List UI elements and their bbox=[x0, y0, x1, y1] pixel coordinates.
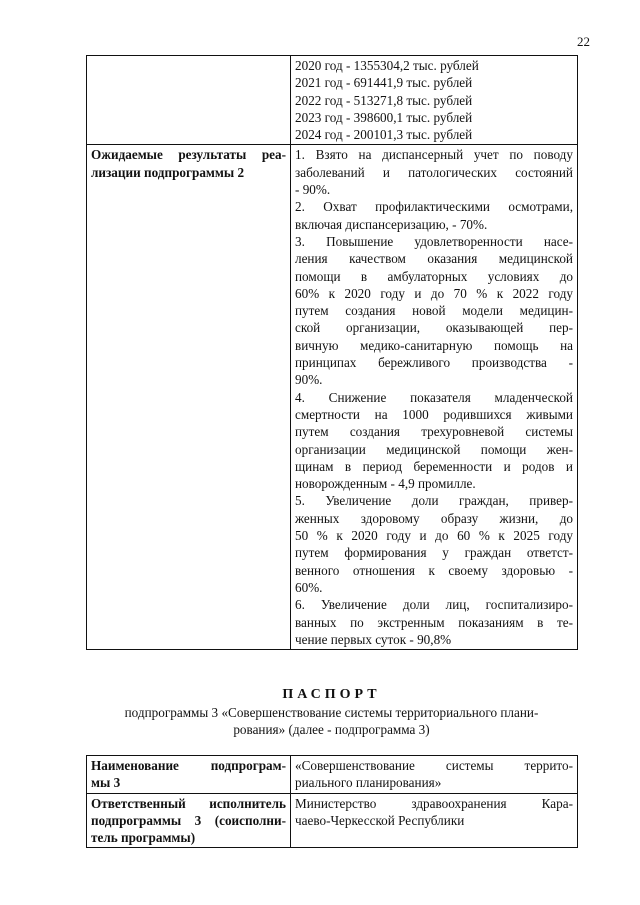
executor-label-line: тель программы) bbox=[91, 830, 196, 846]
results-line: 1. Взято на диспансерный учет по поводу bbox=[295, 147, 573, 163]
results-line: вичную медико-санитарную помощь на bbox=[295, 337, 573, 353]
passport-heading bbox=[86, 686, 577, 738]
results-line: щинам в период беременности и родов и bbox=[295, 458, 573, 474]
results-line: 3. Повышение удовлетворенности насе- bbox=[295, 233, 573, 249]
passport-table-subprogram-3 bbox=[86, 755, 578, 848]
passport-table-subprogram-2 bbox=[86, 55, 578, 650]
page-number: 22 bbox=[577, 34, 590, 49]
executor-value-cell bbox=[291, 793, 578, 848]
executor-label-line: Ответственный исполнитель bbox=[91, 795, 286, 811]
table-row-expected-results bbox=[87, 145, 578, 650]
table-row-funding bbox=[87, 56, 578, 145]
passport-title: ПАСПОРТ bbox=[282, 687, 381, 702]
results-label-line: Ожидаемые результаты реа- bbox=[91, 147, 286, 163]
name-label-line: мы 3 bbox=[91, 775, 121, 791]
results-line: 90%. bbox=[295, 372, 323, 388]
table-row-name bbox=[87, 756, 578, 794]
executor-value-line: Министерство здравоохранения Кара- bbox=[295, 795, 573, 811]
name-value-line: риального планирования» bbox=[295, 775, 442, 791]
results-line: ванных по экстренным показаниям в те- bbox=[295, 614, 573, 630]
passport-subtitle-line: рования» (далее - подпрограмма 3) bbox=[233, 722, 430, 737]
results-line: новорожденным - 4,9 промилле. bbox=[295, 476, 476, 492]
passport-subtitle-line: подпрограммы 3 «Совершенствование системы территориального плани- bbox=[124, 705, 539, 720]
results-line: путем создания трехуровневой системы bbox=[295, 424, 573, 440]
results-line: принципах бережливого производства - bbox=[295, 355, 573, 371]
executor-label-line: подпрограммы 3 (соисполни- bbox=[91, 812, 286, 828]
funding-line: 2021 год - 691441,9 тыс. рублей bbox=[295, 75, 473, 91]
funding-line: 2024 год - 200101,3 тыс. рублей bbox=[295, 127, 473, 143]
results-line: 60%. bbox=[295, 579, 323, 595]
results-line: заболеваний и патологических состояний bbox=[295, 164, 573, 180]
executor-value-line: чаево-Черкесской Республики bbox=[295, 812, 465, 828]
results-line: включая диспансеризацию, - 70%. bbox=[295, 216, 488, 232]
name-label-cell bbox=[87, 756, 291, 794]
results-line: смертности на 1000 родившихся живыми bbox=[295, 406, 573, 422]
results-line: помощи в амбулаторных условиях до bbox=[295, 268, 573, 284]
results-label-line: лизации подпрограммы 2 bbox=[91, 164, 245, 180]
name-value-cell bbox=[291, 756, 578, 794]
executor-label-cell bbox=[87, 793, 291, 848]
results-value-cell bbox=[291, 145, 578, 650]
funding-label-cell bbox=[87, 56, 291, 145]
results-line: ской организации, оказывающей пер- bbox=[295, 320, 573, 336]
funding-line: 2022 год - 513271,8 тыс. рублей bbox=[295, 92, 473, 108]
results-line: женных здоровому образу жизни, до bbox=[295, 510, 573, 526]
name-value-line: «Совершенствование системы террито- bbox=[295, 758, 573, 773]
results-line: путем создания новой модели медицин- bbox=[295, 303, 573, 319]
results-line: венного отношения к своему здоровью - bbox=[295, 562, 573, 578]
funding-value-cell bbox=[291, 56, 578, 145]
results-line: 50 % к 2020 году и до 60 % к 2025 году bbox=[295, 528, 573, 544]
funding-line: 2023 год - 398600,1 тыс. рублей bbox=[295, 109, 473, 125]
results-label-cell bbox=[87, 145, 291, 650]
funding-line: 2020 год - 1355304,2 тыс. рублей bbox=[295, 58, 479, 73]
name-label-line: Наименование подпрограм- bbox=[91, 758, 286, 773]
results-line: 5. Увеличение доли граждан, привер- bbox=[295, 493, 573, 509]
results-line: 4. Снижение показателя младенческой bbox=[295, 389, 573, 405]
results-line: 60% к 2020 году и до 70 % к 2022 году bbox=[295, 285, 573, 301]
results-line: - 90%. bbox=[295, 182, 331, 198]
results-line: чение первых суток - 90,8% bbox=[295, 631, 452, 647]
results-line: организации медицинской помощи жен- bbox=[295, 441, 573, 457]
results-line: 2. Охват профилактическими осмотрами, bbox=[295, 199, 573, 215]
results-line: путем формирования у граждан ответст- bbox=[295, 545, 573, 561]
results-line: ления качеством оказания медицинской bbox=[295, 251, 573, 267]
table-row-executor bbox=[87, 793, 578, 848]
results-line: 6. Увеличение доли лиц, госпитализиро- bbox=[295, 597, 573, 613]
